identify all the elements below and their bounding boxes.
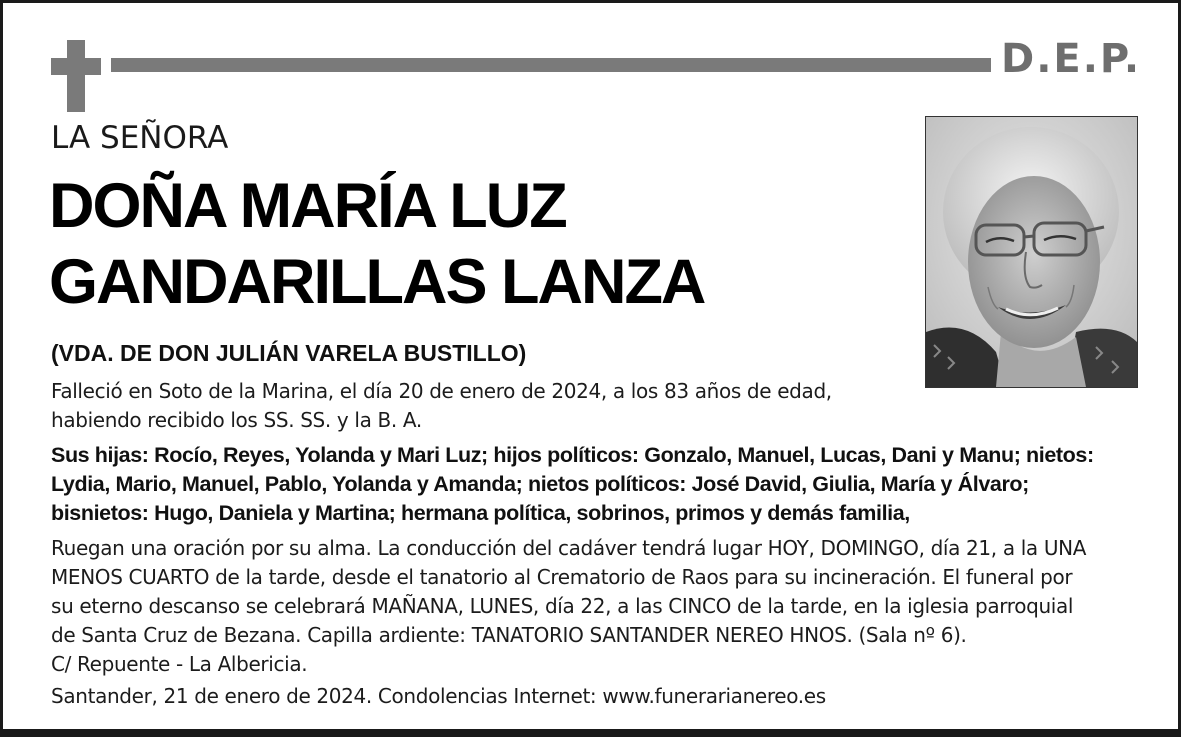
death-notice-line: habiendo recibido los SS. SS. y la B. A. [51,408,422,432]
deceased-name [49,168,704,320]
family-list [51,441,1094,528]
funeral-details [51,534,1086,679]
portrait-photo [925,116,1138,388]
death-notice [51,377,832,435]
family-line: bisnietos: Hugo, Daniela y Martina; hermana política, sobrinos, primos y demás familia, [51,501,910,525]
funeral-line: de Santa Cruz de Bezana. Capilla ardiente: TANATORIO SANTANDER NEREO HNOS. (Sala nº 6). [51,623,967,647]
funeral-line: su eterno descanso se celebrará MAÑANA, LUNES, día 22, a las CINCO de la tarde, en la iglesia parroquial [51,594,1074,618]
funeral-line: MENOS CUARTO de la tarde, desde el tanatorio al Crematorio de Raos para su incineración. El funeral por [51,565,1073,589]
deceased-name-line2: GANDARILLAS LANZA [49,247,705,317]
family-line: Lydia, Mario, Manuel, Pablo, Yolanda y Amanda; nietos políticos: José David, Giulia, María y Álvaro; [51,472,1029,496]
widow-of: (VDA. DE DON JULIÁN VARELA BUSTILLO) [51,340,527,366]
cross-icon [51,40,101,112]
intro-title: LA SEÑORA [51,120,229,156]
funeral-line: C/ Repuente - La Albericia. [51,652,308,676]
footer-line: Santander, 21 de enero de 2024. Condolencias Internet: www.funerarianereo.es [51,684,826,708]
dep-label: D.E.P. [1001,36,1142,82]
family-line: Sus hijas: Rocío, Reyes, Yolanda y Mari Luz; hijos políticos: Gonzalo, Manuel, Lucas, Dani y Manu; nietos: [51,443,1094,467]
footer-text [51,682,826,711]
death-notice-line: Falleció en Soto de la Marina, el día 20 de enero de 2024, a los 83 años de edad, [51,379,832,403]
deceased-name-line1: DOÑA MARÍA LUZ [49,171,566,241]
portrait-image [926,117,1137,387]
funeral-line: Ruegan una oración por su alma. La conducción del cadáver tendrá lugar HOY, DOMINGO, día 21, a la UNA [51,536,1087,560]
header-rule [111,58,991,72]
